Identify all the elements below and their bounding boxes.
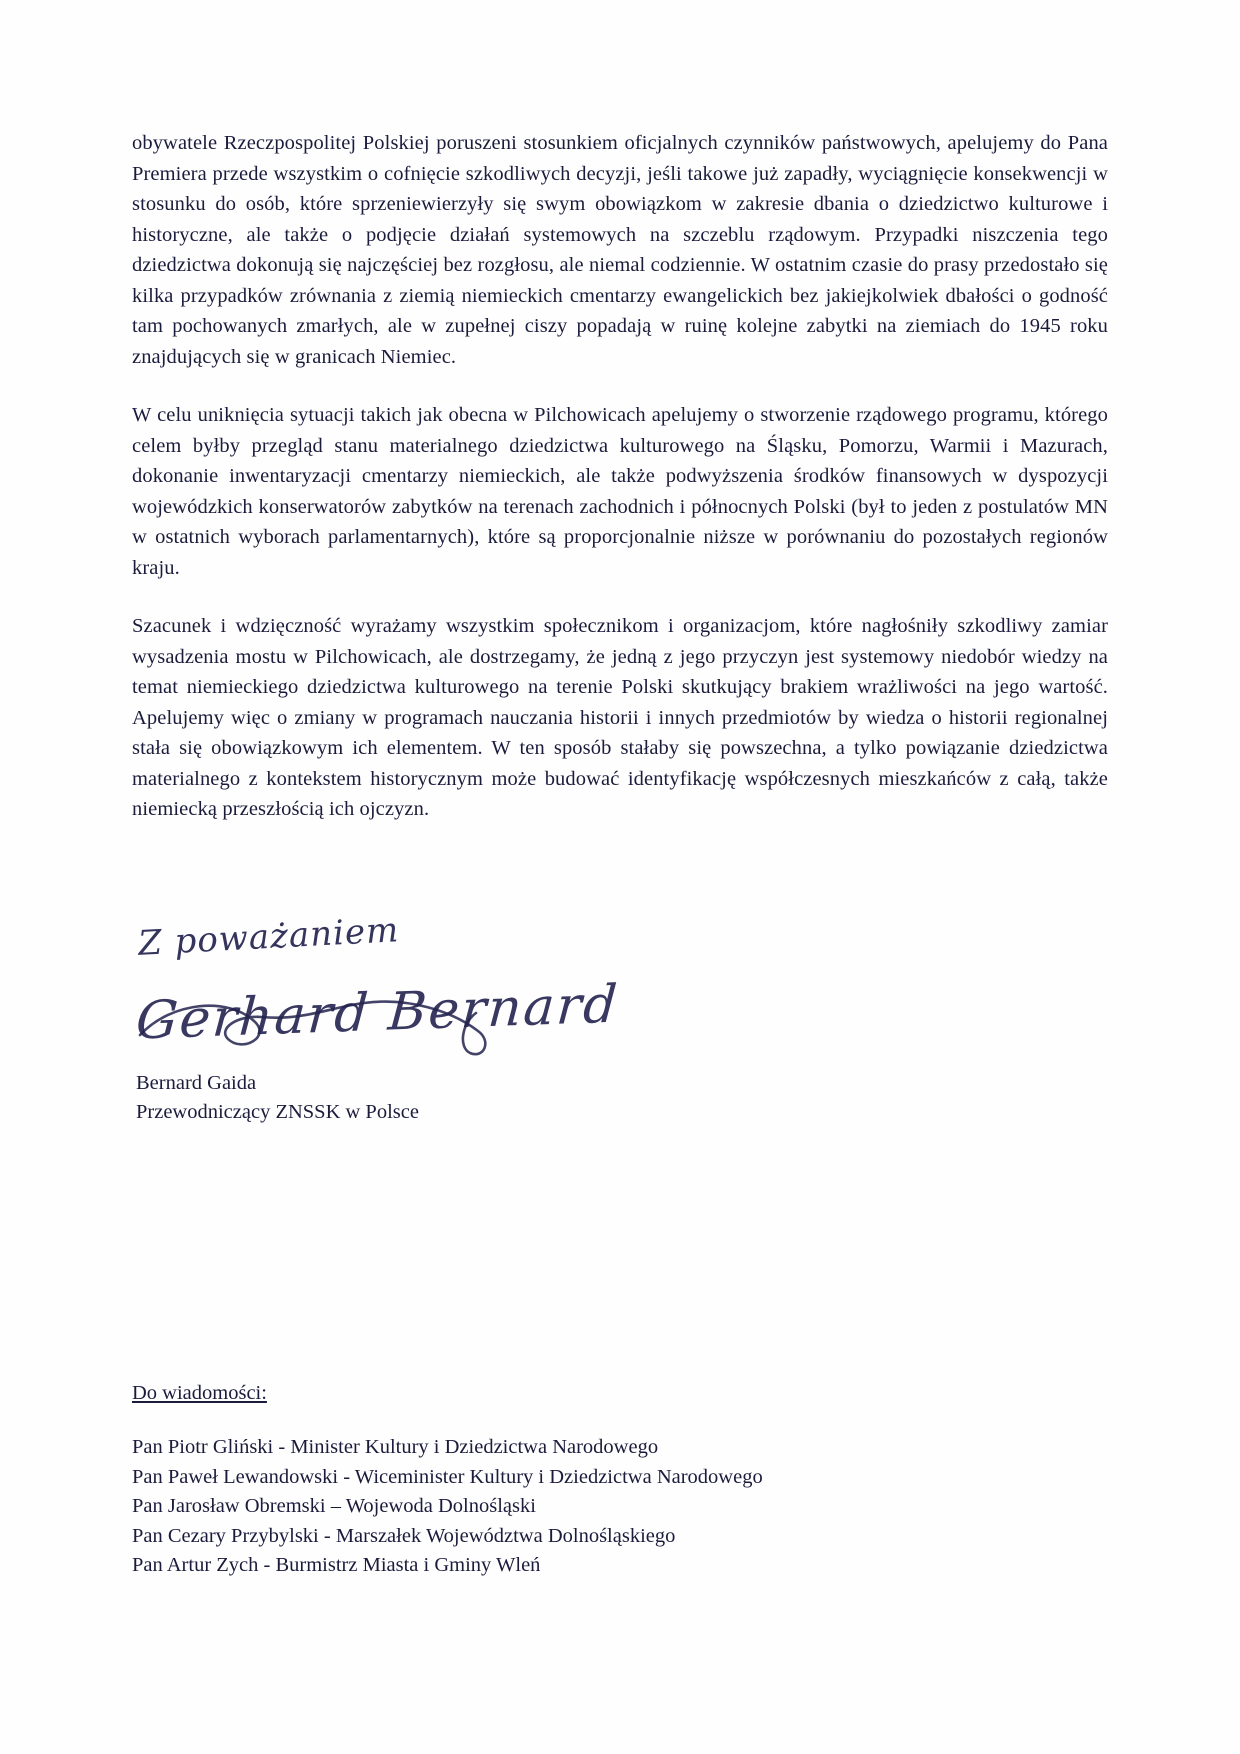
letter-body	[132, 128, 1108, 825]
handwritten-signature: Gerhard Bernard	[134, 973, 621, 1052]
signer-name: Bernard Gaida	[136, 1071, 257, 1094]
cc-title: Do wiadomości:	[132, 1382, 267, 1404]
paragraph-3: Szacunek i wdzięczność wyrażamy wszystkim społecznikom i organizacjom, które nagłośniły szkodliwy zamiar wysadzenia mostu w Pilchowicach, ale dostrzegamy, że jedną z jego przyczyn jest systemowy niedobór wiedzy na temat niemieckiego dziedzictwa kulturowego na terenie Polski skutkujący brakiem wrażliwości na jego wartość. Apelujemy więc o zmiany w programach nauczania historii i innych przedmiotów by wiedza o historii regionalnej stała się obowiązkowym ich elementem. W ten sposób stałaby się powszechna, a tylko powiązanie dziedzictwa materialnego z kontekstem historycznym może budować identyfikację współczesnych mieszkańców z całą, także niemiecką przeszłością ich ojczyzn.	[132, 615, 1108, 820]
signer-title: Przewodniczący ZNSSK w Polsce	[136, 1100, 419, 1123]
cc-recipient-list	[132, 1433, 1112, 1581]
list-item: Pan Piotr Gliński - Minister Kultury i Dziedzictwa Narodowego	[132, 1436, 659, 1458]
cc-section	[132, 1382, 1112, 1581]
paragraph-2: W celu uniknięcia sytuacji takich jak obecna w Pilchowicach apelujemy o stworzenie rządowego programu, którego celem byłby przegląd stanu materialnego dziedzictwa kulturowego na Śląsku, Pomorzu, Warmii i Mazurach, dokonanie inwentaryzacji cmentarzy niemieckich, ale także podwyższenia środków finansowych w dyspozycji wojewódzkich konserwatorów zabytków na terenach zachodnich i północnych Polski (był to jeden z postulatów MN w ostatnich wyborach parlamentarnych), które są proporcjonalnie niższe w porównaniu do pozostałych regionów kraju.	[132, 404, 1108, 579]
list-item: Pan Cezary Przybylski - Marszałek Województwa Dolnośląskiego	[132, 1524, 676, 1547]
list-item: Pan Jarosław Obremski – Wojewoda Dolnośląski	[132, 1495, 536, 1517]
signature-block	[132, 909, 1108, 1127]
printed-signature	[136, 1069, 419, 1127]
handwritten-closing: Z poważaniem	[137, 909, 401, 964]
list-item: Pan Artur Zych - Burmistrz Miasta i Gminy Wleń	[132, 1554, 541, 1576]
paragraph-1: obywatele Rzeczpospolitej Polskiej poruszeni stosunkiem oficjalnych czynników państwowych, apelujemy do Pana Premiera przede wszystkim o cofnięcie szkodliwych decyzji, jeśli takowe już zapadły, wyciągnięcie konsekwencji w stosunku do osób, które sprzeniewierzyły się swym obowiązkom w zakresie dbania o dziedzictwo kulturowe i historyczne, ale także o podjęcie działań systemowych na szczeblu rządowym. Przypadki niszczenia tego dziedzictwa dokonują się najczęściej bez rozgłosu, ale niemal codziennie. W ostatnim czasie do prasy przedostało się kilka przypadków zrównania z ziemią niemieckich cmentarzy ewangelickich bez jakiejkolwiek dbałości o godność tam pochowanych zmarłych, ale w zupełnej ciszy popadają w ruinę kolejne zabytki na ziemiach do 1945 roku znajdujących się w granicach Niemiec.	[132, 132, 1108, 368]
list-item: Pan Paweł Lewandowski - Wiceminister Kultury i Dziedzictwa Narodowego	[132, 1465, 763, 1488]
